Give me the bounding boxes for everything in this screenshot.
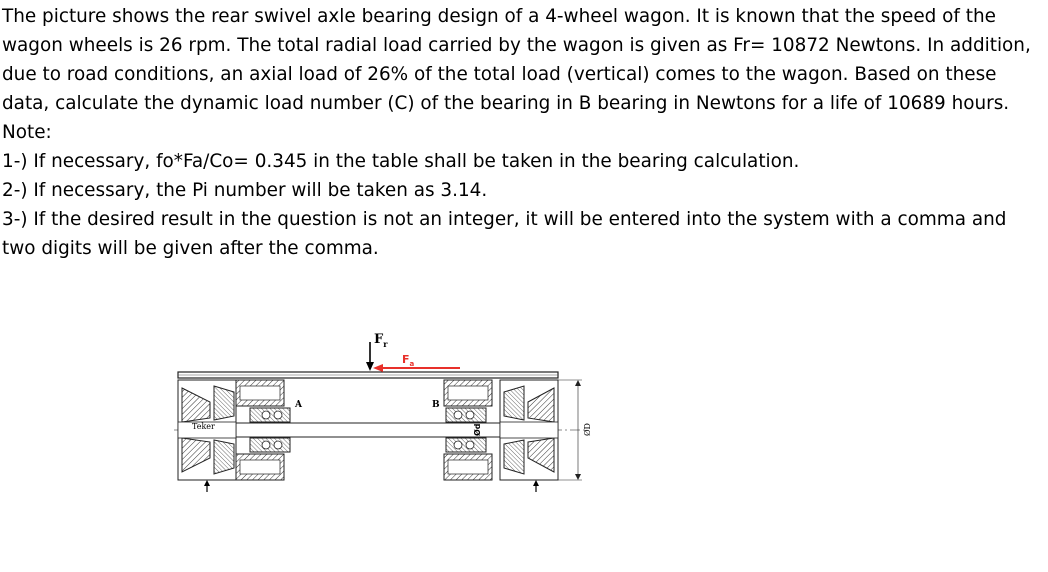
right-wheel	[500, 380, 558, 480]
left-reaction-arrow	[204, 480, 210, 492]
note-item-2: 2-) If necessary, the Pi number will be taken as 3.14.	[2, 180, 488, 201]
question-paragraph: The picture shows the rear swivel axle bearing design of a 4-wheel wagon. It is known that the speed of the wagon wheels is 26 rpm. The total radial load carried by the wagon is given as Fr= 10872 Newtons. In addition, due to road conditions, an axial load of 26% of the total load (vertical) comes to the wagon. Based on these data, calculate the dynamic load number (C) of the bearing in B bearing in Newtons for a life of 10689 hours.	[2, 6, 1031, 114]
note-item-1: 1-) If necessary, fo*Fa/Co= 0.345 in the table shall be taken in the bearing calculation.	[2, 151, 800, 172]
right-reaction-arrow	[533, 480, 539, 492]
question-text-block	[2, 2, 1042, 263]
bearing-b-label: B	[432, 400, 440, 410]
fa-label: $F_a$	[402, 353, 415, 368]
fr-label: $F_r$	[374, 332, 388, 349]
outer-diameter-label: ØD	[583, 423, 592, 436]
axle-diagram-svg	[170, 330, 600, 500]
note-heading: Note:	[2, 122, 52, 143]
radial-load-arrow	[366, 342, 374, 371]
axle-bearing-diagram	[170, 330, 600, 500]
inner-diameter-label: Ød	[473, 423, 482, 436]
axle-shaft	[200, 423, 545, 437]
note-item-3: 3-) If the desired result in the question is not an integer, it will be entered into the system with a comma and two digits will be given after the comma.	[2, 209, 1007, 259]
axial-load-arrow	[373, 364, 460, 372]
wheel-label: Teker	[192, 422, 215, 431]
bearing-a-label: A	[295, 400, 302, 410]
